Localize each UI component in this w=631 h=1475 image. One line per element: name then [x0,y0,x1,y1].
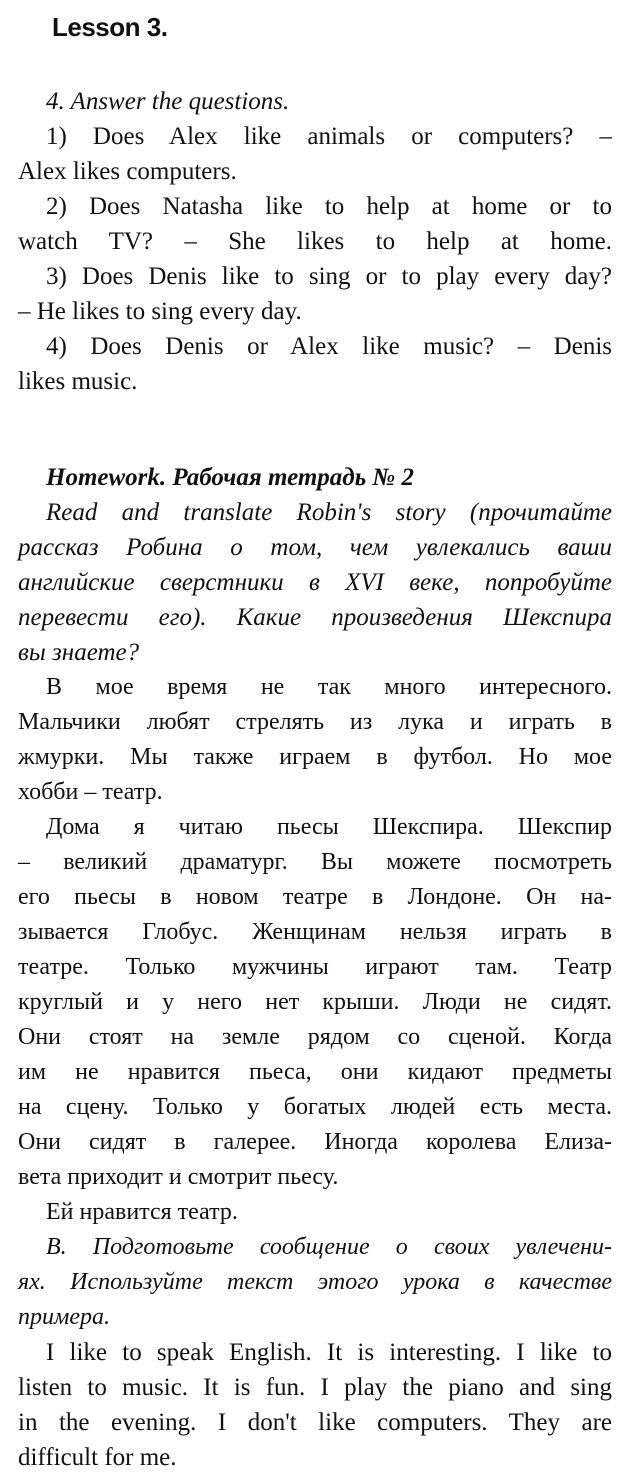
lesson-title: Lesson 3. [52,12,168,42]
homework-task-line: английские сверстники в XVI веке, попробуйте [18,569,612,596]
story-line: Они сидят в галерее. Иногда королева Елиза- [18,1129,612,1155]
task-b-line: ях. Используйте текст этого урока в качестве [18,1269,612,1295]
answer-b-line: difficult for me. [18,1444,177,1471]
answer-b-line: listen to music. It is fun. I play the piano and sing [18,1374,612,1401]
task-b-line: B. Подготовьте сообщение о своих увлечени- [46,1234,612,1260]
story-line: Мальчики любят стрелять из лука и играть в [18,709,612,735]
homework-task-line: вы знаете? [18,639,140,666]
story-line: его пьесы в новом театре в Лондоне. Он на- [18,884,612,910]
story-line: В мое время не так много интересного. [46,674,612,700]
exercise-4-line: likes music. [18,368,138,395]
story-line: Они стоят на земле рядом со сценой. Когда [18,1024,612,1050]
exercise-4-line: 1) Does Alex like animals or computers? – [46,123,612,150]
exercise-4-line: Alex likes computers. [18,158,237,185]
exercise-4-heading: 4. Answer the questions. [46,88,290,115]
homework-section [18,460,612,1475]
story-line: театре. Только мужчины играют там. Театр [18,954,612,980]
homework-task-line: перевести его). Какие произведения Шекспира [18,604,612,631]
exercise-4-line: 2) Does Natasha like to help at home or to [46,193,612,220]
exercise-4-line: – He likes to sing every day. [18,298,302,325]
story-line: Дома я читаю пьесы Шекспира. Шекспир [46,814,612,840]
story-line: на сцену. Только у богатых людей есть места. [18,1094,612,1120]
exercise-4-line: watch TV? – She likes to help at home. [18,228,612,255]
story-line: зывается Глобус. Женщинам нельзя играть в [18,919,612,945]
story-line: – великий драматург. Вы можете посмотреть [18,849,612,875]
story-line: жмурки. Мы также играем в футбол. Но мое [18,744,612,770]
exercise-4-line: 4) Does Denis or Alex like music? – Denis [46,333,612,360]
task-b-line: примера. [18,1304,110,1330]
story-line: круглый и у него нет крыши. Люди не сидят. [18,989,612,1015]
answer-b-line: in the evening. I don't like computers. They are [18,1409,612,1436]
story-line: вета приходит и смотрит пьесу. [18,1164,339,1190]
homework-task-line: рассказ Робина о том, чем увлекались ваши [18,534,612,561]
story-line: им не нравится пьеса, они кидают предметы [18,1059,612,1085]
exercise-4-section [18,84,612,399]
story-line: хобби – театр. [18,779,163,805]
homework-task-line: Read and translate Robin's story (прочитайте [46,499,612,526]
homework-heading: Homework. Рабочая тетрадь № 2 [46,464,414,491]
story-line: Ей нравится театр. [46,1199,238,1225]
answer-b-line: I like to speak English. It is interesting. I like to [46,1339,612,1366]
exercise-4-line: 3) Does Denis like to sing or to play every day? [46,263,612,290]
